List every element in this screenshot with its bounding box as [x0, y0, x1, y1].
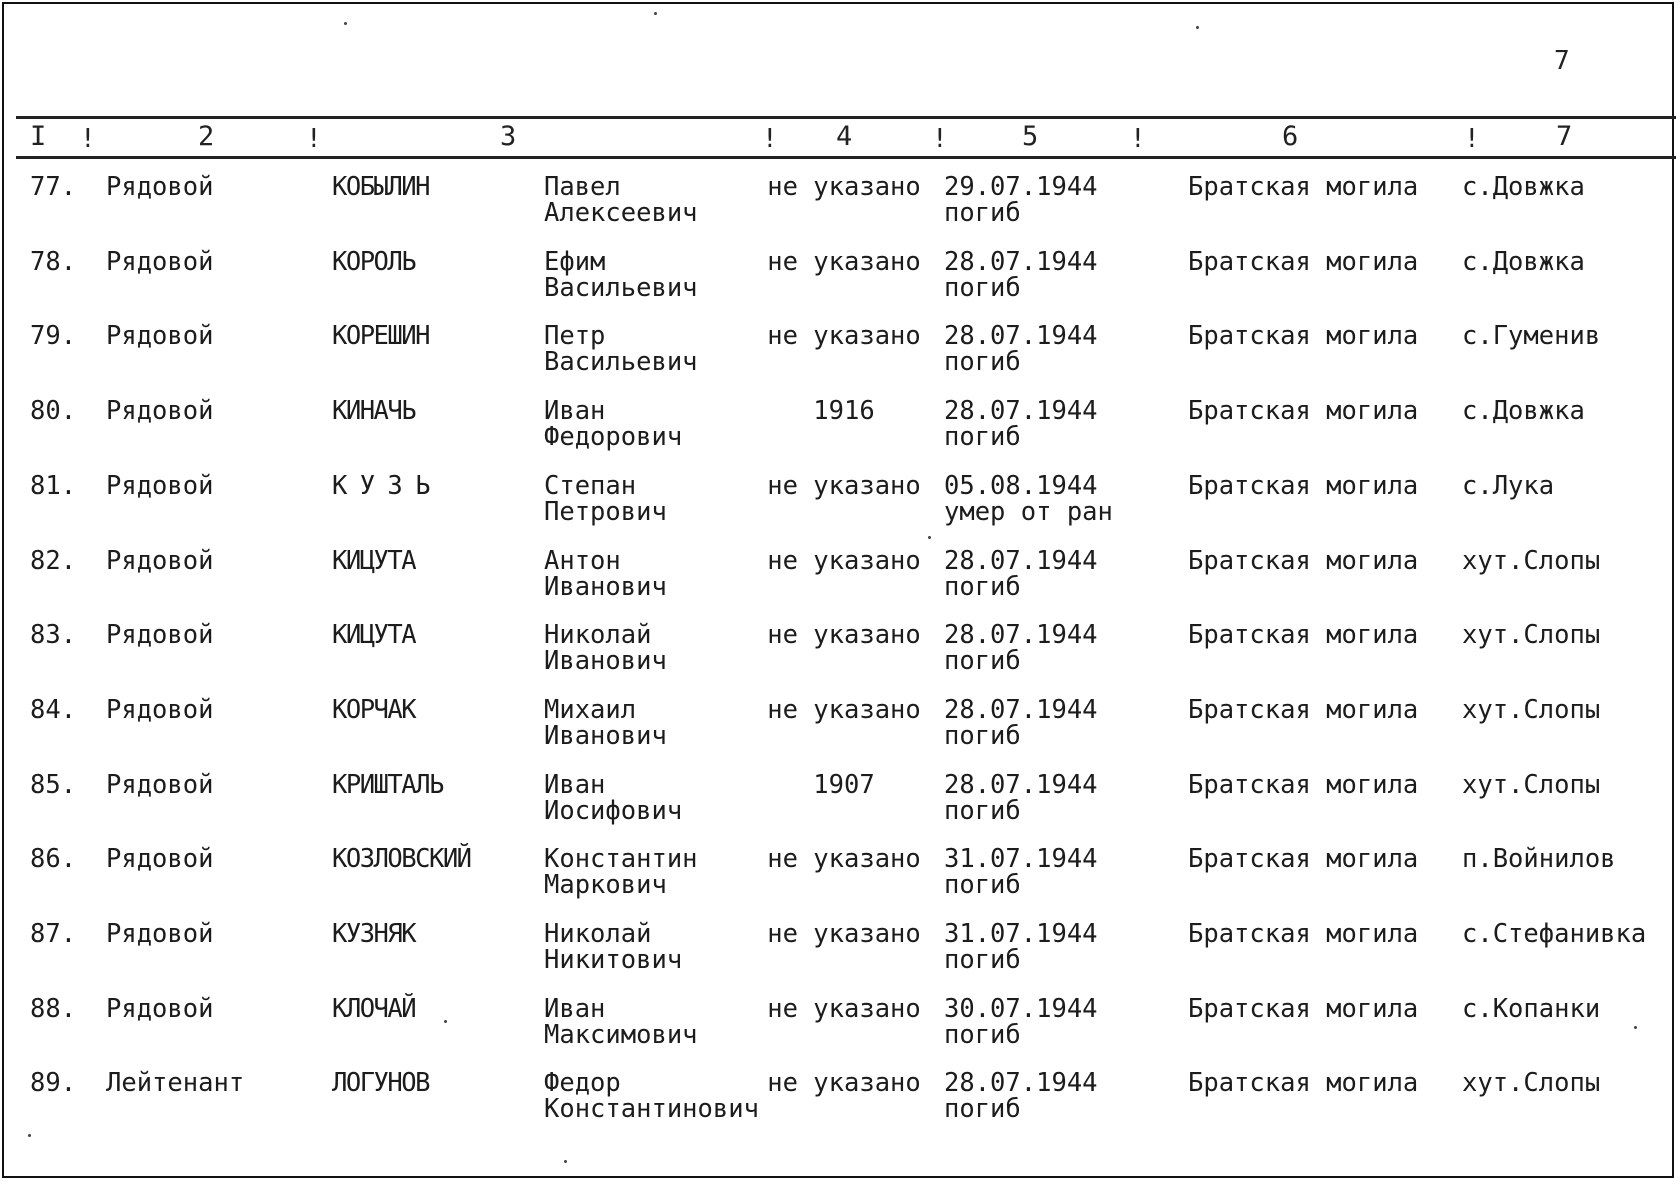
death-block — [944, 398, 1098, 450]
burial-type: Братская могила — [1188, 546, 1419, 576]
burial-place: хут.Слопы — [1462, 770, 1601, 800]
scan-speck — [344, 22, 347, 25]
patronymic: Петрович — [544, 497, 667, 527]
burial-place: п.Войнилов — [1462, 844, 1616, 874]
rank: Рядовой — [106, 994, 214, 1024]
header-separator: ! — [80, 124, 96, 154]
death-date: 05.08.1944 — [944, 471, 1098, 501]
table-row — [4, 548, 1676, 623]
document-page — [2, 2, 1674, 1178]
patronymic: Алексеевич — [544, 198, 698, 228]
death-block — [944, 846, 1098, 898]
rank: Рядовой — [106, 695, 214, 725]
rank: Рядовой — [106, 321, 214, 351]
death-date: 28.07.1944 — [944, 1068, 1098, 1098]
death-date: 28.07.1944 — [944, 695, 1098, 725]
burial-place: с.Лука — [1462, 471, 1555, 501]
scan-speck — [28, 1134, 31, 1137]
death-date: 28.07.1944 — [944, 770, 1098, 800]
death-status: погиб — [944, 721, 1021, 751]
name-block — [544, 473, 667, 525]
birth-year: не указано — [767, 471, 921, 501]
birth-year: не указано — [767, 844, 921, 874]
table-row — [4, 846, 1676, 921]
name-block — [544, 1070, 759, 1122]
death-block — [944, 921, 1098, 973]
rank: Лейтенант — [106, 1068, 245, 1098]
burial-type: Братская могила — [1188, 1068, 1419, 1098]
header-rule-bottom — [16, 156, 1676, 159]
patronymic: Маркович — [544, 870, 667, 900]
name-block — [544, 174, 698, 226]
header-separator: ! — [762, 124, 778, 154]
header-col-3: 3 — [500, 121, 517, 152]
scan-speck — [928, 536, 931, 539]
name-block — [544, 996, 698, 1048]
surname: КИЦУТА — [332, 620, 416, 650]
table-row — [4, 249, 1676, 324]
surname: КИЦУТА — [332, 546, 416, 576]
patronymic: Васильевич — [544, 347, 698, 377]
birth-year: не указано — [767, 172, 921, 202]
rank: Рядовой — [106, 247, 214, 277]
rank: Рядовой — [106, 919, 214, 949]
patronymic: Иосифович — [544, 796, 683, 826]
first-name: Павел — [544, 172, 621, 202]
rank: Рядовой — [106, 546, 214, 576]
death-date: 28.07.1944 — [944, 321, 1098, 351]
row-number: 80. — [30, 396, 77, 426]
death-block — [944, 1070, 1098, 1122]
burial-place: хут.Слопы — [1462, 1068, 1601, 1098]
row-number: 78. — [30, 247, 77, 277]
death-status: погиб — [944, 945, 1021, 975]
burial-type: Братская могила — [1188, 471, 1419, 501]
birth-year: 1907 — [813, 770, 875, 800]
death-block — [944, 323, 1098, 375]
death-status: погиб — [944, 796, 1021, 826]
header-col-2: 2 — [198, 121, 215, 152]
death-date: 29.07.1944 — [944, 172, 1098, 202]
death-status: погиб — [944, 870, 1021, 900]
death-status: погиб — [944, 572, 1021, 602]
burial-type: Братская могила — [1188, 172, 1419, 202]
header-separator: ! — [1464, 124, 1480, 154]
rank: Рядовой — [106, 396, 214, 426]
surname: КОРЕШИН — [332, 321, 429, 351]
name-block — [544, 249, 698, 301]
death-status: погиб — [944, 273, 1021, 303]
death-block — [944, 548, 1098, 600]
birth-year: не указано — [767, 695, 921, 725]
first-name: Ефим — [544, 247, 606, 277]
death-status: погиб — [944, 198, 1021, 228]
scan-speck — [1634, 1026, 1637, 1029]
rank: Рядовой — [106, 620, 214, 650]
death-block — [944, 473, 1113, 525]
surname: К У З Ь — [332, 471, 429, 501]
table-row — [4, 473, 1676, 548]
birth-year: не указано — [767, 321, 921, 351]
surname: КОРОЛЬ — [332, 247, 416, 277]
birth-year: не указано — [767, 994, 921, 1024]
burial-place: хут.Слопы — [1462, 695, 1601, 725]
first-name: Иван — [544, 994, 606, 1024]
patronymic: Федорович — [544, 422, 683, 452]
burial-place: с.Довжка — [1462, 172, 1585, 202]
rank: Рядовой — [106, 471, 214, 501]
death-status: умер от ран — [944, 497, 1113, 527]
burial-type: Братская могила — [1188, 770, 1419, 800]
burial-type: Братская могила — [1188, 994, 1419, 1024]
surname: КОБЫЛИН — [332, 172, 429, 202]
first-name: Степан — [544, 471, 637, 501]
row-number: 84. — [30, 695, 77, 725]
first-name: Федор — [544, 1068, 621, 1098]
row-number: 85. — [30, 770, 77, 800]
table-row — [4, 1070, 1676, 1145]
death-status: погиб — [944, 1020, 1021, 1050]
name-block — [544, 846, 698, 898]
table-row — [4, 772, 1676, 847]
first-name: Иван — [544, 396, 606, 426]
header-col-1: I — [30, 121, 47, 152]
birth-year: не указано — [767, 919, 921, 949]
name-block — [544, 398, 682, 450]
name-block — [544, 548, 667, 600]
header-rule-top — [16, 116, 1676, 119]
name-block — [544, 323, 698, 375]
header-separator: ! — [932, 124, 948, 154]
patronymic: Никитович — [544, 945, 683, 975]
header-col-6: 6 — [1282, 121, 1299, 152]
surname: КУЗНЯК — [332, 919, 416, 949]
burial-type: Братская могила — [1188, 695, 1419, 725]
surname: ЛОГУНОВ — [332, 1068, 429, 1098]
death-date: 30.07.1944 — [944, 994, 1098, 1024]
rank: Рядовой — [106, 770, 214, 800]
death-status: погиб — [944, 1094, 1021, 1124]
row-number: 77. — [30, 172, 77, 202]
death-block — [944, 772, 1098, 824]
birth-year: не указано — [767, 1068, 921, 1098]
death-status: погиб — [944, 347, 1021, 377]
burial-type: Братская могила — [1188, 620, 1419, 650]
death-block — [944, 996, 1098, 1048]
burial-type: Братская могила — [1188, 844, 1419, 874]
table-row — [4, 996, 1676, 1071]
death-block — [944, 249, 1098, 301]
table-row — [4, 398, 1676, 473]
surname: КИНАЧЬ — [332, 396, 416, 426]
death-date: 31.07.1944 — [944, 919, 1098, 949]
death-date: 28.07.1944 — [944, 620, 1098, 650]
death-date: 31.07.1944 — [944, 844, 1098, 874]
death-block — [944, 174, 1098, 226]
name-block — [544, 622, 667, 674]
row-number: 83. — [30, 620, 77, 650]
burial-place: с.Гуменив — [1462, 321, 1601, 351]
burial-place: хут.Слопы — [1462, 620, 1601, 650]
row-number: 87. — [30, 919, 77, 949]
row-number: 79. — [30, 321, 77, 351]
table-row — [4, 921, 1676, 996]
name-block — [544, 921, 682, 973]
burial-place: с.Копанки — [1462, 994, 1601, 1024]
row-number: 82. — [30, 546, 77, 576]
scan-speck — [654, 12, 657, 15]
rank: Рядовой — [106, 844, 214, 874]
first-name: Николай — [544, 919, 652, 949]
patronymic: Иванович — [544, 646, 667, 676]
burial-type: Братская могила — [1188, 247, 1419, 277]
table-row — [4, 323, 1676, 398]
patronymic: Иванович — [544, 572, 667, 602]
name-block — [544, 697, 667, 749]
surname: КЛОЧАЙ — [332, 994, 416, 1024]
patronymic: Максимович — [544, 1020, 698, 1050]
page-number: 7 — [1554, 46, 1570, 76]
surname: КОЗЛОВСКИЙ — [332, 844, 471, 874]
first-name: Антон — [544, 546, 621, 576]
header-col-4: 4 — [836, 121, 853, 152]
death-block — [944, 622, 1098, 674]
burial-type: Братская могила — [1188, 396, 1419, 426]
burial-place: с.Довжка — [1462, 247, 1585, 277]
burial-place: с.Стефанивка — [1462, 919, 1647, 949]
surname: КРИШТАЛЬ — [332, 770, 443, 800]
scan-speck — [1196, 26, 1199, 29]
burial-place: хут.Слопы — [1462, 546, 1601, 576]
death-date: 28.07.1944 — [944, 396, 1098, 426]
death-status: погиб — [944, 646, 1021, 676]
first-name: Константин — [544, 844, 698, 874]
patronymic: Иванович — [544, 721, 667, 751]
row-number: 88. — [30, 994, 77, 1024]
burial-type: Братская могила — [1188, 919, 1419, 949]
name-block — [544, 772, 682, 824]
table-row — [4, 174, 1676, 249]
patronymic: Васильевич — [544, 273, 698, 303]
patronymic: Константинович — [544, 1094, 759, 1124]
birth-year: не указано — [767, 247, 921, 277]
death-date: 28.07.1944 — [944, 247, 1098, 277]
surname: КОРЧАК — [332, 695, 416, 725]
header-separator: ! — [1130, 124, 1146, 154]
first-name: Михаил — [544, 695, 637, 725]
row-number: 89. — [30, 1068, 77, 1098]
header-col-7: 7 — [1556, 121, 1573, 152]
death-date: 28.07.1944 — [944, 546, 1098, 576]
birth-year: 1916 — [813, 396, 875, 426]
header-separator: ! — [306, 124, 322, 154]
row-number: 81. — [30, 471, 77, 501]
death-block — [944, 697, 1098, 749]
first-name: Николай — [544, 620, 652, 650]
birth-year: не указано — [767, 620, 921, 650]
scan-speck — [444, 1020, 447, 1023]
death-status: погиб — [944, 422, 1021, 452]
table-row — [4, 622, 1676, 697]
burial-type: Братская могила — [1188, 321, 1419, 351]
burial-place: с.Довжка — [1462, 396, 1585, 426]
row-number: 86. — [30, 844, 77, 874]
table-row — [4, 697, 1676, 772]
rank: Рядовой — [106, 172, 214, 202]
birth-year: не указано — [767, 546, 921, 576]
first-name: Иван — [544, 770, 606, 800]
header-col-5: 5 — [1022, 121, 1039, 152]
scan-speck — [564, 1160, 567, 1163]
first-name: Петр — [544, 321, 606, 351]
